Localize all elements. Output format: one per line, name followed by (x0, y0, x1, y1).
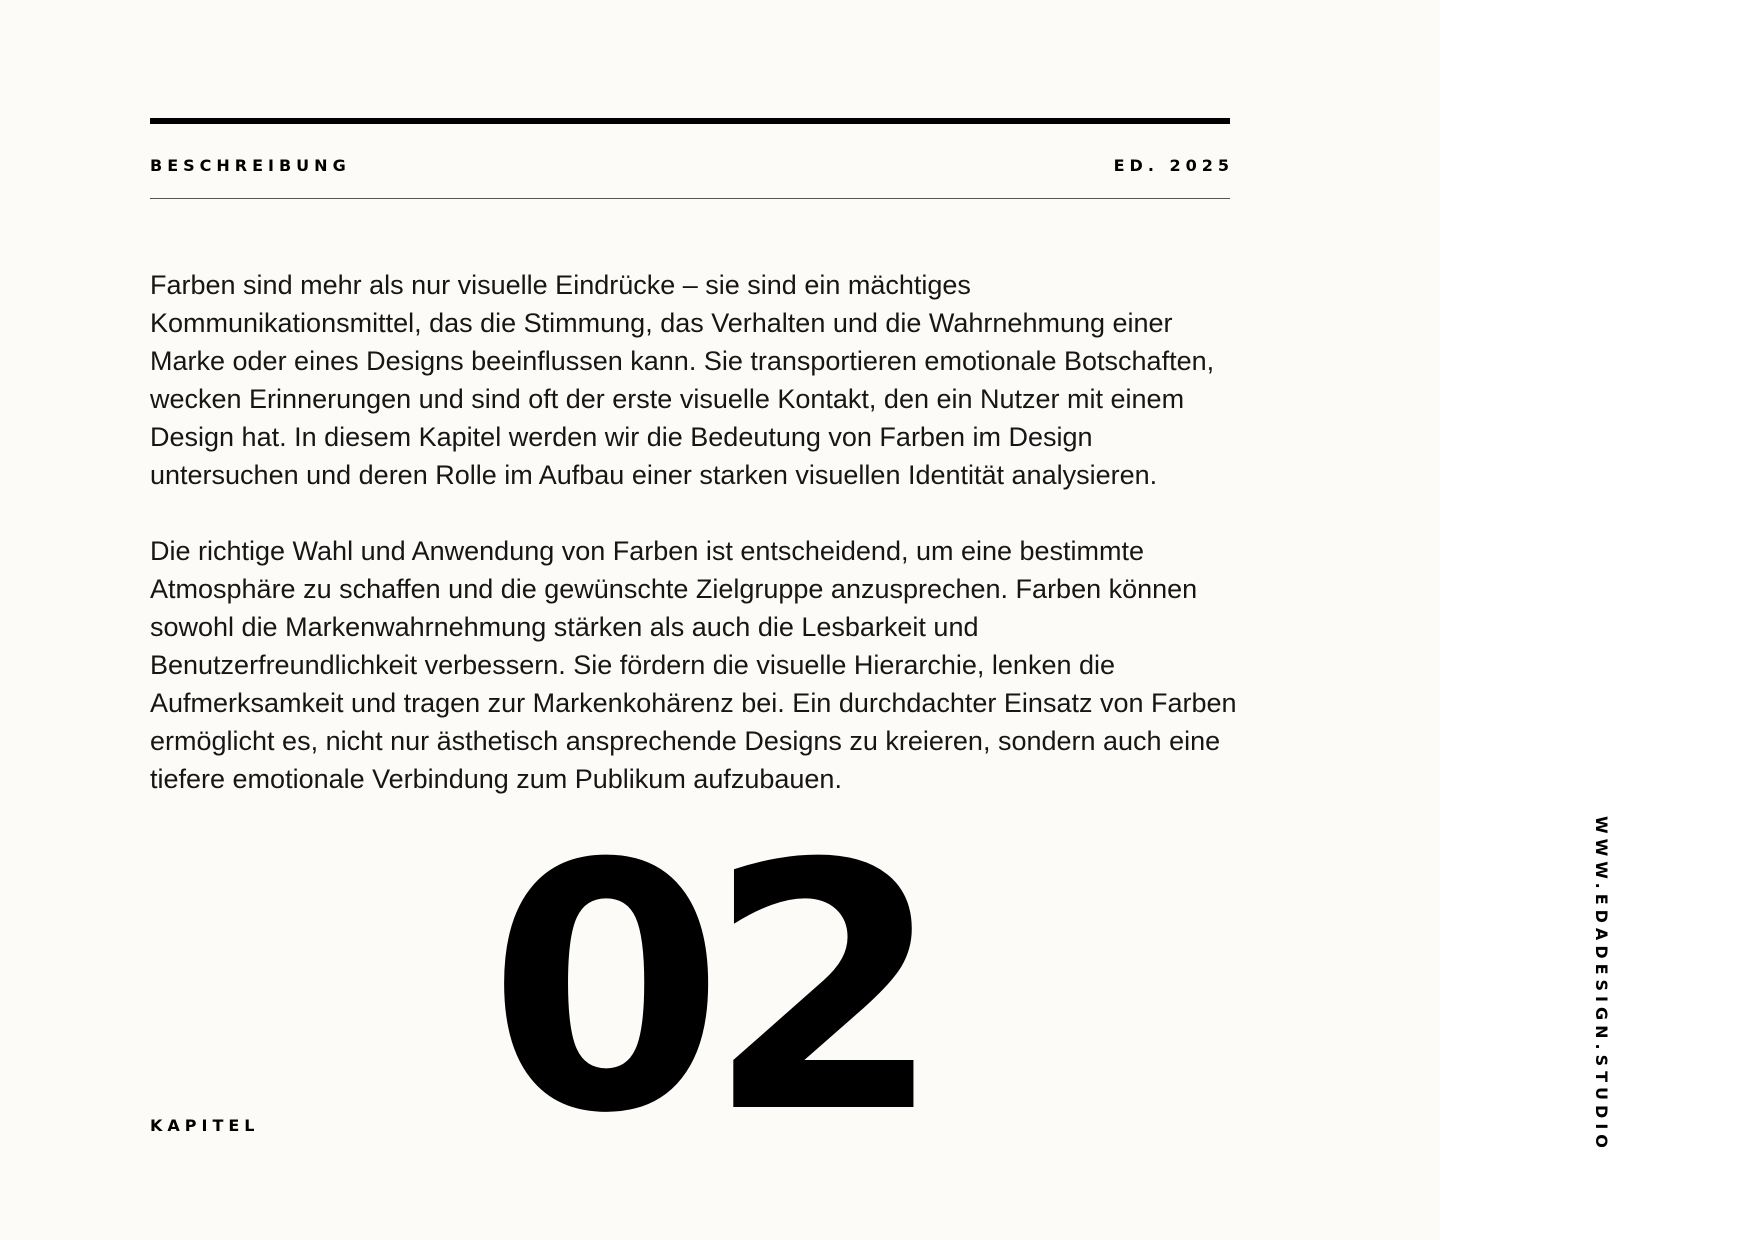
top-rule-thick (150, 118, 1230, 124)
chapter-label: KAPITEL (150, 1116, 260, 1135)
website-url: WWW.EDADESIGN.STUDIO (1592, 816, 1611, 1153)
body-text (150, 266, 1240, 836)
header-rule-thin (150, 198, 1230, 199)
paragraph-2: Die richtige Wahl und Anwendung von Farben ist entscheidend, um eine bestimmte Atmosphäre zu schaffen und die gewünschte Zielgruppe anzusprechen. Farben können sowohl die Markenwahrnehmung stärken als auch die Lesbarkeit und Benutzerfreundlichkeit verbessern. Sie fördern die visuelle Hierarchie, lenken die Aufmerksamkeit und tragen zur Markenkohärenz bei. Ein durchdachter Einsatz von Farben ermöglicht es, nicht nur ästhetisch ansprechende Designs zu kreieren, sondern auch eine tiefere emotionale Verbindung zum Publikum aufzubauen. (150, 536, 1237, 794)
section-label: BESCHREIBUNG (150, 156, 351, 175)
paragraph-1: Farben sind mehr als nur visuelle Eindrücke – sie sind ein mächtiges Kommunikationsmittel, das die Stimmung, das Verhalten und die Wahrnehmung einer Marke oder eines Designs beeinflussen kann. Sie transportieren emotionale Botschaften, wecken Erinnerungen und sind oft der erste visuelle Kontakt, den ein Nutzer mit einem Design hat. In diesem Kapitel werden wir die Bedeutung von Farben im Design untersuchen und deren Rolle im Aufbau einer starken visuellen Identität analysieren. (150, 270, 1215, 490)
edition-label: ED. 2025 (1113, 156, 1234, 175)
chapter-number: 02 (487, 792, 925, 1188)
